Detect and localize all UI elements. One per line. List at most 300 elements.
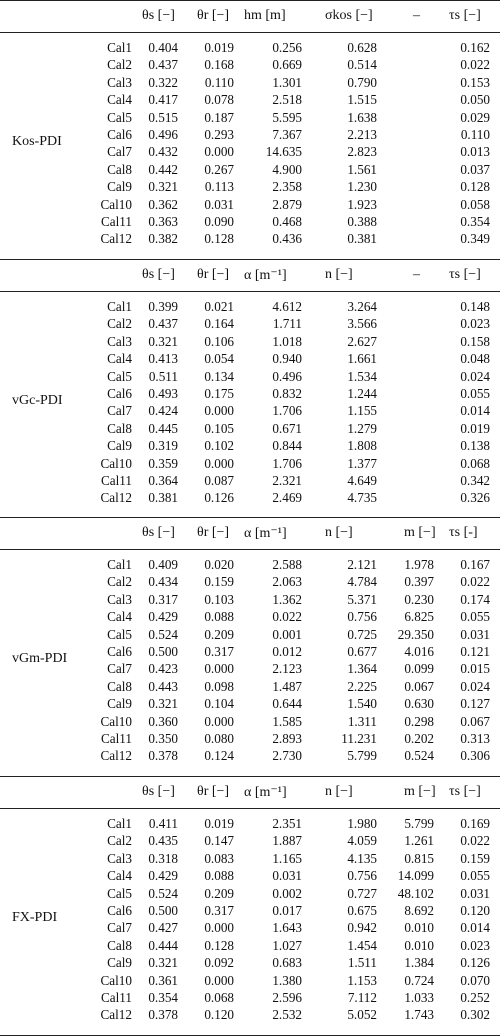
table-cell: 0.002 — [272, 885, 302, 901]
table-cell: 0.168 — [204, 57, 234, 73]
calibration-label: Cal3 — [107, 850, 132, 866]
table-cell: 0.397 — [404, 574, 434, 590]
table-cell: 0.158 — [460, 333, 490, 349]
table-row — [0, 626, 500, 643]
table-row — [0, 608, 500, 625]
table-row — [0, 713, 500, 730]
table-cell: 0.159 — [204, 574, 234, 590]
calibration-label: Cal9 — [107, 179, 132, 195]
table-cell: 0.411 — [148, 816, 178, 831]
table-cell: 1.923 — [347, 196, 377, 212]
table-cell: 2.121 — [347, 557, 377, 572]
table-cell: 4.649 — [347, 472, 377, 488]
table-cell: 0.022 — [460, 574, 490, 590]
table-cell: 0.496 — [148, 126, 178, 142]
table-cell: 7.112 — [347, 989, 377, 1005]
table-cell: 0.159 — [460, 850, 490, 866]
table-cell: 1.155 — [347, 403, 377, 419]
table-row — [0, 178, 500, 195]
table-row — [0, 230, 500, 247]
table-cell: 1.261 — [404, 833, 434, 849]
table-cell: 0.321 — [148, 955, 178, 971]
table-row — [0, 56, 500, 73]
table-cell: 0.048 — [460, 351, 490, 367]
table-cell: 0.432 — [148, 144, 178, 160]
table-cell: 0.832 — [272, 385, 302, 401]
table-cell: 0.302 — [460, 1007, 490, 1023]
calibration-label: Cal6 — [107, 643, 132, 659]
table-cell: 1.585 — [272, 713, 302, 729]
table-cell: 1.887 — [272, 833, 302, 849]
table-cell: 0.306 — [460, 748, 490, 764]
table-row — [0, 815, 500, 832]
table-cell: 0.399 — [148, 299, 178, 314]
header-row — [0, 260, 500, 292]
table-cell: 4.735 — [347, 490, 377, 506]
calibration-label: Cal9 — [107, 955, 132, 971]
table-cell: 0.058 — [460, 196, 490, 212]
table-cell: 0.378 — [148, 748, 178, 764]
table-cell: 48.102 — [397, 885, 434, 901]
table-cell: 0.147 — [204, 833, 234, 849]
table-cell: 0.000 — [204, 455, 234, 471]
table-cell: 2.225 — [347, 678, 377, 694]
calibration-label: Cal11 — [100, 213, 132, 229]
table-cell: 0.164 — [204, 316, 234, 332]
table-cell: 0.128 — [460, 179, 490, 195]
calibration-label: Cal3 — [107, 74, 132, 90]
calibration-label: Cal2 — [107, 574, 132, 590]
table-cell: 0.138 — [460, 438, 490, 454]
calibration-label: Cal1 — [107, 816, 132, 831]
calibration-label: Cal12 — [100, 231, 132, 247]
table-cell: 0.099 — [404, 661, 434, 677]
table-cell: 1.978 — [404, 557, 434, 572]
table-cell: 0.088 — [204, 868, 234, 884]
section-fx-pdi — [0, 776, 500, 1036]
calibration-label: Cal4 — [107, 92, 132, 108]
table-cell: 2.351 — [272, 816, 302, 831]
table-cell: 0.514 — [347, 57, 377, 73]
table-cell: 0.524 — [148, 626, 178, 642]
table-cell: 1.711 — [272, 316, 302, 332]
table-cell: 0.493 — [148, 385, 178, 401]
table-cell: 0.293 — [204, 126, 234, 142]
table-row — [0, 902, 500, 919]
table-row — [0, 350, 500, 367]
table-cell: 8.692 — [404, 902, 434, 918]
model-label: Kos-PDI — [12, 134, 62, 150]
table-cell: 0.942 — [347, 920, 377, 936]
table-cell: 3.264 — [347, 299, 377, 314]
table-cell: 0.500 — [148, 902, 178, 918]
calibration-label: Cal5 — [107, 885, 132, 901]
table-cell: 4.135 — [347, 850, 377, 866]
table-row — [0, 867, 500, 884]
table-cell: 5.595 — [272, 109, 302, 125]
column-header: θs [−] — [142, 784, 175, 799]
table-cell: 0.014 — [460, 403, 490, 419]
table-cell: 0.110 — [460, 126, 490, 142]
calibration-label: Cal5 — [107, 626, 132, 642]
calibration-label: Cal7 — [107, 661, 132, 677]
column-header: α [m⁻¹] — [244, 785, 287, 800]
column-header: θs [−] — [142, 267, 175, 282]
table-cell: 0.496 — [272, 368, 302, 384]
table-row — [0, 850, 500, 867]
table-cell: 0.175 — [204, 385, 234, 401]
table-cell: 0.434 — [148, 574, 178, 590]
table-cell: 0.090 — [204, 213, 234, 229]
table-cell: 0.087 — [204, 472, 234, 488]
table-row — [0, 591, 500, 608]
table-cell: 0.445 — [148, 420, 178, 436]
table-cell: 0.024 — [460, 678, 490, 694]
table-cell: 0.267 — [204, 161, 234, 177]
table-row — [0, 660, 500, 677]
table-cell: 0.014 — [460, 920, 490, 936]
table-cell: 0.126 — [460, 955, 490, 971]
table-cell: 1.540 — [347, 696, 377, 712]
table-cell: 0.435 — [148, 833, 178, 849]
table-cell: 1.487 — [272, 678, 302, 694]
table-cell: 0.128 — [204, 231, 234, 247]
column-header: m [−] — [404, 784, 436, 799]
table-row — [0, 489, 500, 506]
table-cell: 0.098 — [204, 678, 234, 694]
table-cell: 0.022 — [460, 833, 490, 849]
table-cell: 0.442 — [148, 161, 178, 177]
table-cell: 0.017 — [272, 902, 302, 918]
table-cell: 1.364 — [347, 661, 377, 677]
calibration-label: Cal11 — [100, 472, 132, 488]
table-cell: 4.059 — [347, 833, 377, 849]
column-header: θr [−] — [197, 267, 230, 282]
table-cell: 1.033 — [404, 989, 434, 1005]
table-row — [0, 695, 500, 712]
table-cell: 2.627 — [347, 333, 377, 349]
table-cell: 0.019 — [204, 816, 234, 831]
column-header: θs [−] — [142, 525, 175, 540]
column-header: n [−] — [325, 525, 353, 540]
table-cell: 2.879 — [272, 196, 302, 212]
table-row — [0, 196, 500, 213]
calibration-label: Cal10 — [100, 455, 132, 471]
table-row — [0, 472, 500, 489]
table-cell: 0.354 — [460, 213, 490, 229]
table-cell: 0.437 — [148, 316, 178, 332]
table-cell: 0.055 — [460, 868, 490, 884]
table-cell: 1.027 — [272, 937, 302, 953]
table-cell: 0.023 — [460, 316, 490, 332]
calibration-label: Cal6 — [107, 126, 132, 142]
table-cell: 0.000 — [204, 713, 234, 729]
calibration-label: Cal10 — [100, 972, 132, 988]
table-cell: 0.148 — [460, 299, 490, 314]
table-cell: 0.106 — [204, 333, 234, 349]
table-cell: 2.469 — [272, 490, 302, 506]
table-cell: 0.000 — [204, 920, 234, 936]
table-row — [0, 919, 500, 936]
calibration-label: Cal4 — [107, 868, 132, 884]
table-cell: 2.518 — [272, 92, 302, 108]
table-cell: 0.167 — [460, 557, 490, 572]
table-cell: 0.031 — [460, 626, 490, 642]
table-cell: 0.050 — [460, 92, 490, 108]
table-cell: 14.635 — [265, 144, 302, 160]
table-cell: 0.378 — [148, 1007, 178, 1023]
table-cell: 0.511 — [148, 368, 178, 384]
table-row — [0, 402, 500, 419]
table-cell: 0.000 — [204, 144, 234, 160]
table-cell: 1.165 — [272, 850, 302, 866]
table-cell: 0.524 — [404, 748, 434, 764]
calibration-label: Cal7 — [107, 144, 132, 160]
table-cell: 0.209 — [204, 626, 234, 642]
table-cell: 1.153 — [347, 972, 377, 988]
table-cell: 0.815 — [404, 850, 434, 866]
table-cell: 0.724 — [404, 972, 434, 988]
table-cell: 0.126 — [204, 490, 234, 506]
table-cell: 0.677 — [347, 643, 377, 659]
calibration-label: Cal10 — [100, 713, 132, 729]
table-cell: 0.124 — [204, 748, 234, 764]
table-cell: 1.454 — [347, 937, 377, 953]
table-cell: 0.313 — [460, 730, 490, 746]
table-cell: 0.134 — [204, 368, 234, 384]
table-cell: 1.534 — [347, 368, 377, 384]
calibration-label: Cal8 — [107, 937, 132, 953]
table-cell: 5.371 — [347, 591, 377, 607]
table-row — [0, 643, 500, 660]
table-cell: 1.511 — [347, 955, 377, 971]
calibration-label: Cal1 — [107, 557, 132, 572]
table-row — [0, 1006, 500, 1023]
table-row — [0, 298, 500, 315]
table-cell: 0.437 — [148, 57, 178, 73]
table-cell: 0.230 — [404, 591, 434, 607]
table-cell: 0.083 — [204, 850, 234, 866]
table-cell: 4.900 — [272, 161, 302, 177]
column-header: α [m⁻¹] — [244, 526, 287, 541]
table-cell: 2.063 — [272, 574, 302, 590]
calibration-label: Cal9 — [107, 696, 132, 712]
table-cell: 0.104 — [204, 696, 234, 712]
table-cell: 0.388 — [347, 213, 377, 229]
table-cell: 1.515 — [347, 92, 377, 108]
calibration-label: Cal12 — [100, 1007, 132, 1023]
table-cell: 0.317 — [148, 591, 178, 607]
table-cell: 0.070 — [460, 972, 490, 988]
model-label: vGc-PDI — [12, 393, 63, 409]
column-header: θr [−] — [197, 525, 230, 540]
calibration-label: Cal2 — [107, 833, 132, 849]
table-cell: 4.784 — [347, 574, 377, 590]
table-row — [0, 143, 500, 160]
table-cell: 0.000 — [204, 403, 234, 419]
table-cell: 1.643 — [272, 920, 302, 936]
table-cell: 0.088 — [204, 609, 234, 625]
table-cell: 0.409 — [148, 557, 178, 572]
table-cell: 0.078 — [204, 92, 234, 108]
table-cell: 0.187 — [204, 109, 234, 125]
table-cell: 4.612 — [272, 299, 302, 314]
table-row — [0, 420, 500, 437]
table-cell: 0.644 — [272, 696, 302, 712]
table-cell: 0.067 — [460, 713, 490, 729]
table-cell: 0.790 — [347, 74, 377, 90]
table-cell: 0.029 — [460, 109, 490, 125]
table-cell: 1.661 — [347, 351, 377, 367]
table-cell: 1.743 — [404, 1007, 434, 1023]
table-cell: 0.363 — [148, 213, 178, 229]
table-cell: 1.311 — [347, 713, 377, 729]
table-cell: 0.202 — [404, 730, 434, 746]
table-cell: 0.317 — [204, 643, 234, 659]
table-row — [0, 747, 500, 764]
table-cell: 1.279 — [347, 420, 377, 436]
table-cell: 0.675 — [347, 902, 377, 918]
table-cell: 0.000 — [204, 661, 234, 677]
table-cell: 2.321 — [272, 472, 302, 488]
column-header: τs [−] — [449, 8, 481, 23]
table-cell: 0.037 — [460, 161, 490, 177]
table-cell: 7.367 — [272, 126, 302, 142]
table-cell: 2.213 — [347, 126, 377, 142]
table-row — [0, 109, 500, 126]
table-cell: 0.424 — [148, 403, 178, 419]
table-cell: 0.429 — [148, 609, 178, 625]
table-cell: 0.067 — [404, 678, 434, 694]
column-header: hm [m] — [244, 8, 286, 23]
column-header: – — [413, 8, 420, 23]
table-cell: 1.230 — [347, 179, 377, 195]
table-cell: 2.596 — [272, 989, 302, 1005]
calibration-label: Cal12 — [100, 490, 132, 506]
table-cell: 5.052 — [347, 1007, 377, 1023]
table-cell: 1.808 — [347, 438, 377, 454]
table-cell: 1.018 — [272, 333, 302, 349]
table-cell: 0.381 — [347, 231, 377, 247]
table-cell: 0.443 — [148, 678, 178, 694]
table-cell: 0.671 — [272, 420, 302, 436]
column-header: θr [−] — [197, 784, 230, 799]
table-cell: 0.382 — [148, 231, 178, 247]
table-row — [0, 385, 500, 402]
header-row — [0, 1, 500, 33]
table-cell: 0.128 — [204, 937, 234, 953]
table-cell: 0.298 — [404, 713, 434, 729]
table-row — [0, 74, 500, 91]
table-cell: 0.381 — [148, 490, 178, 506]
calibration-label: Cal10 — [100, 196, 132, 212]
calibration-label: Cal1 — [107, 299, 132, 314]
column-header: τs [-] — [449, 525, 478, 540]
table-cell: 0.524 — [148, 885, 178, 901]
section-vgc-pdi — [0, 259, 500, 517]
table-cell: 0.022 — [272, 609, 302, 625]
table-cell: 0.012 — [272, 643, 302, 659]
table-row — [0, 556, 500, 573]
table-cell: 0.031 — [272, 868, 302, 884]
table-cell: 0.252 — [460, 989, 490, 1005]
table-cell: 0.080 — [204, 730, 234, 746]
table-cell: 5.799 — [404, 816, 434, 831]
table-cell: 0.001 — [272, 626, 302, 642]
section-kos-pdi — [0, 0, 500, 259]
calibration-label: Cal9 — [107, 438, 132, 454]
table-cell: 0.023 — [460, 937, 490, 953]
table-cell: 0.844 — [272, 438, 302, 454]
table-cell: 0.436 — [272, 231, 302, 247]
calibration-label: Cal1 — [107, 40, 132, 55]
table-cell: 0.110 — [204, 74, 234, 90]
column-header: θr [−] — [197, 8, 230, 23]
table-cell: 0.756 — [347, 609, 377, 625]
calibration-label: Cal4 — [107, 609, 132, 625]
table-cell: 0.940 — [272, 351, 302, 367]
table-row — [0, 91, 500, 108]
table-cell: 0.321 — [148, 333, 178, 349]
table-cell: 2.532 — [272, 1007, 302, 1023]
table-cell: 0.500 — [148, 643, 178, 659]
table-row — [0, 161, 500, 178]
table-cell: 0.015 — [460, 661, 490, 677]
calibration-label: Cal2 — [107, 57, 132, 73]
table-row — [0, 368, 500, 385]
calibration-label: Cal2 — [107, 316, 132, 332]
table-cell: 0.417 — [148, 92, 178, 108]
table-cell: 1.638 — [347, 109, 377, 125]
table-cell: 0.756 — [347, 868, 377, 884]
table-cell: 29.350 — [397, 626, 434, 642]
table-cell: 0.669 — [272, 57, 302, 73]
table-cell: 0.628 — [347, 40, 377, 55]
table-cell: 0.068 — [204, 989, 234, 1005]
table-row — [0, 954, 500, 971]
table-cell: 2.588 — [272, 557, 302, 572]
table-cell: 0.725 — [347, 626, 377, 642]
table-cell: 0.322 — [148, 74, 178, 90]
table-cell: 0.350 — [148, 730, 178, 746]
table-cell: 0.321 — [148, 179, 178, 195]
calibration-label: Cal7 — [107, 403, 132, 419]
table-row — [0, 333, 500, 350]
calibration-label: Cal8 — [107, 678, 132, 694]
table-cell: 0.020 — [204, 557, 234, 572]
table-row — [0, 437, 500, 454]
table-cell: 0.342 — [460, 472, 490, 488]
table-cell: 0.404 — [148, 40, 178, 55]
calibration-label: Cal6 — [107, 902, 132, 918]
table-row — [0, 315, 500, 332]
calibration-label: Cal11 — [100, 730, 132, 746]
table-cell: 0.103 — [204, 591, 234, 607]
table-cell: 0.031 — [204, 196, 234, 212]
table-cell: 1.362 — [272, 591, 302, 607]
table-cell: 11.231 — [341, 730, 377, 746]
table-cell: 2.893 — [272, 730, 302, 746]
table-cell: 0.174 — [460, 591, 490, 607]
calibration-label: Cal8 — [107, 161, 132, 177]
table-cell: 1.301 — [272, 74, 302, 90]
table-cell: 0.092 — [204, 955, 234, 971]
table-cell: 0.326 — [460, 490, 490, 506]
column-header: θs [−] — [142, 8, 175, 23]
column-header: τs [−] — [449, 267, 481, 282]
table-row — [0, 678, 500, 695]
column-header: τs [−] — [449, 784, 481, 799]
